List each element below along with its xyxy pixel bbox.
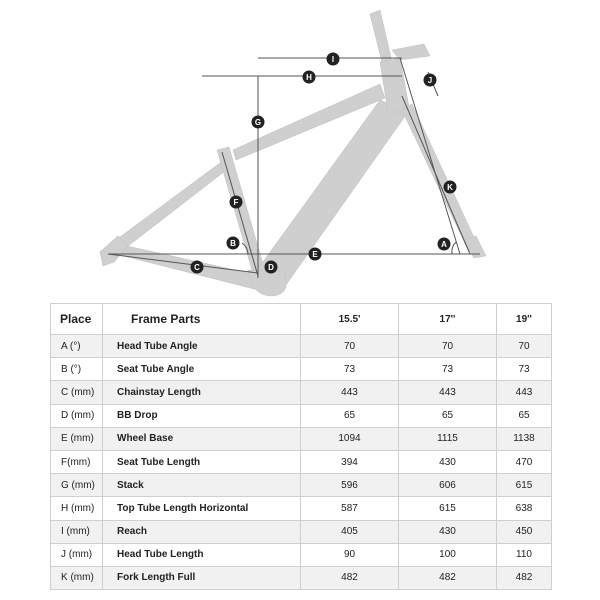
badge-b (227, 237, 240, 250)
row-place: K (mm) (51, 566, 103, 589)
row-value-15-5: 596 (301, 474, 399, 497)
row-value-17: 443 (399, 381, 497, 404)
row-value-19: 470 (497, 450, 552, 473)
badge-d (265, 261, 278, 274)
row-value-17: 430 (399, 520, 497, 543)
badge-g (252, 116, 265, 129)
table-row (51, 543, 552, 566)
row-part: Head Tube Length (103, 543, 301, 566)
row-part: Seat Tube Angle (103, 358, 301, 381)
row-value-19: 110 (497, 543, 552, 566)
row-value-19: 638 (497, 497, 552, 520)
svg-text:E: E (312, 250, 318, 259)
seat-stay (116, 160, 234, 246)
table-row (51, 427, 552, 450)
table-row (51, 520, 552, 543)
row-value-17: 73 (399, 358, 497, 381)
row-place: J (mm) (51, 543, 103, 566)
head-angle-arc (452, 242, 456, 254)
row-part: Wheel Base (103, 427, 301, 450)
row-value-19: 65 (497, 404, 552, 427)
header-row (51, 304, 552, 335)
bike-frame (100, 10, 486, 296)
row-value-15-5: 394 (301, 450, 399, 473)
table-row (51, 497, 552, 520)
geometry-table (50, 303, 552, 590)
svg-text:F: F (233, 198, 239, 207)
row-value-19: 450 (497, 520, 552, 543)
seat-tube-line (222, 152, 258, 276)
row-value-19: 615 (497, 474, 552, 497)
geometry-table-body (51, 335, 552, 590)
row-part: Chainstay Length (103, 381, 301, 404)
svg-text:I: I (331, 55, 335, 64)
row-part: Stack (103, 474, 301, 497)
table-row (51, 566, 552, 589)
row-value-19: 70 (497, 335, 552, 358)
svg-text:B: B (230, 239, 236, 248)
row-part: Fork Length Full (103, 566, 301, 589)
row-part: BB Drop (103, 404, 301, 427)
row-value-17: 1115 (399, 427, 497, 450)
row-value-17: 430 (399, 450, 497, 473)
row-value-15-5: 90 (301, 543, 399, 566)
row-place: B (°) (51, 358, 103, 381)
row-place: F(mm) (51, 450, 103, 473)
row-value-15-5: 73 (301, 358, 399, 381)
row-value-15-5: 443 (301, 381, 399, 404)
row-value-17: 100 (399, 543, 497, 566)
row-place: D (mm) (51, 404, 103, 427)
row-place: E (mm) (51, 427, 103, 450)
badge-e (309, 248, 322, 261)
row-part: Top Tube Length Horizontal (103, 497, 301, 520)
chainstay (108, 244, 262, 290)
svg-text:J: J (427, 76, 433, 85)
row-value-15-5: 1094 (301, 427, 399, 450)
row-part: Reach (103, 520, 301, 543)
row-value-15-5: 587 (301, 497, 399, 520)
row-place: H (mm) (51, 497, 103, 520)
row-value-15-5: 70 (301, 335, 399, 358)
row-part: Seat Tube Length (103, 450, 301, 473)
svg-text:C: C (194, 263, 200, 272)
row-place: I (mm) (51, 520, 103, 543)
table-row (51, 381, 552, 404)
header-size-19: 19'' (497, 304, 552, 335)
svg-text:A: A (441, 240, 447, 249)
svg-text:D: D (268, 263, 274, 272)
row-value-19: 1138 (497, 427, 552, 450)
svg-text:K: K (447, 183, 453, 192)
table-row (51, 404, 552, 427)
table-row (51, 358, 552, 381)
seat-tube (217, 147, 267, 284)
row-place: A (°) (51, 335, 103, 358)
badge-f (230, 196, 243, 209)
fork (402, 104, 478, 252)
row-value-17: 606 (399, 474, 497, 497)
header-size-17: 17'' (399, 304, 497, 335)
row-part: Head Tube Angle (103, 335, 301, 358)
row-place: G (mm) (51, 474, 103, 497)
badge-h (303, 71, 316, 84)
row-value-15-5: 405 (301, 520, 399, 543)
row-value-17: 65 (399, 404, 497, 427)
geometry-table-header (51, 304, 552, 335)
svg-text:H: H (306, 73, 312, 82)
badge-i (327, 53, 340, 66)
row-value-19: 482 (497, 566, 552, 589)
table-row (51, 450, 552, 473)
svg-text:G: G (254, 118, 262, 127)
header-frame-parts: Frame Parts (103, 304, 301, 335)
badge-j (424, 74, 437, 87)
table-row (51, 474, 552, 497)
row-value-17: 482 (399, 566, 497, 589)
badge-k (444, 181, 457, 194)
table-row (51, 335, 552, 358)
head-tube-axis-line (400, 58, 460, 254)
row-value-19: 73 (497, 358, 552, 381)
bottom-bracket (248, 270, 286, 296)
row-value-19: 443 (497, 381, 552, 404)
row-value-15-5: 482 (301, 566, 399, 589)
row-value-17: 615 (399, 497, 497, 520)
header-place: Place (51, 304, 103, 335)
row-value-15-5: 65 (301, 404, 399, 427)
badge-c (191, 261, 204, 274)
badge-a (438, 238, 451, 251)
header-size-15-5: 15.5' (301, 304, 399, 335)
row-place: C (mm) (51, 381, 103, 404)
row-value-17: 70 (399, 335, 497, 358)
